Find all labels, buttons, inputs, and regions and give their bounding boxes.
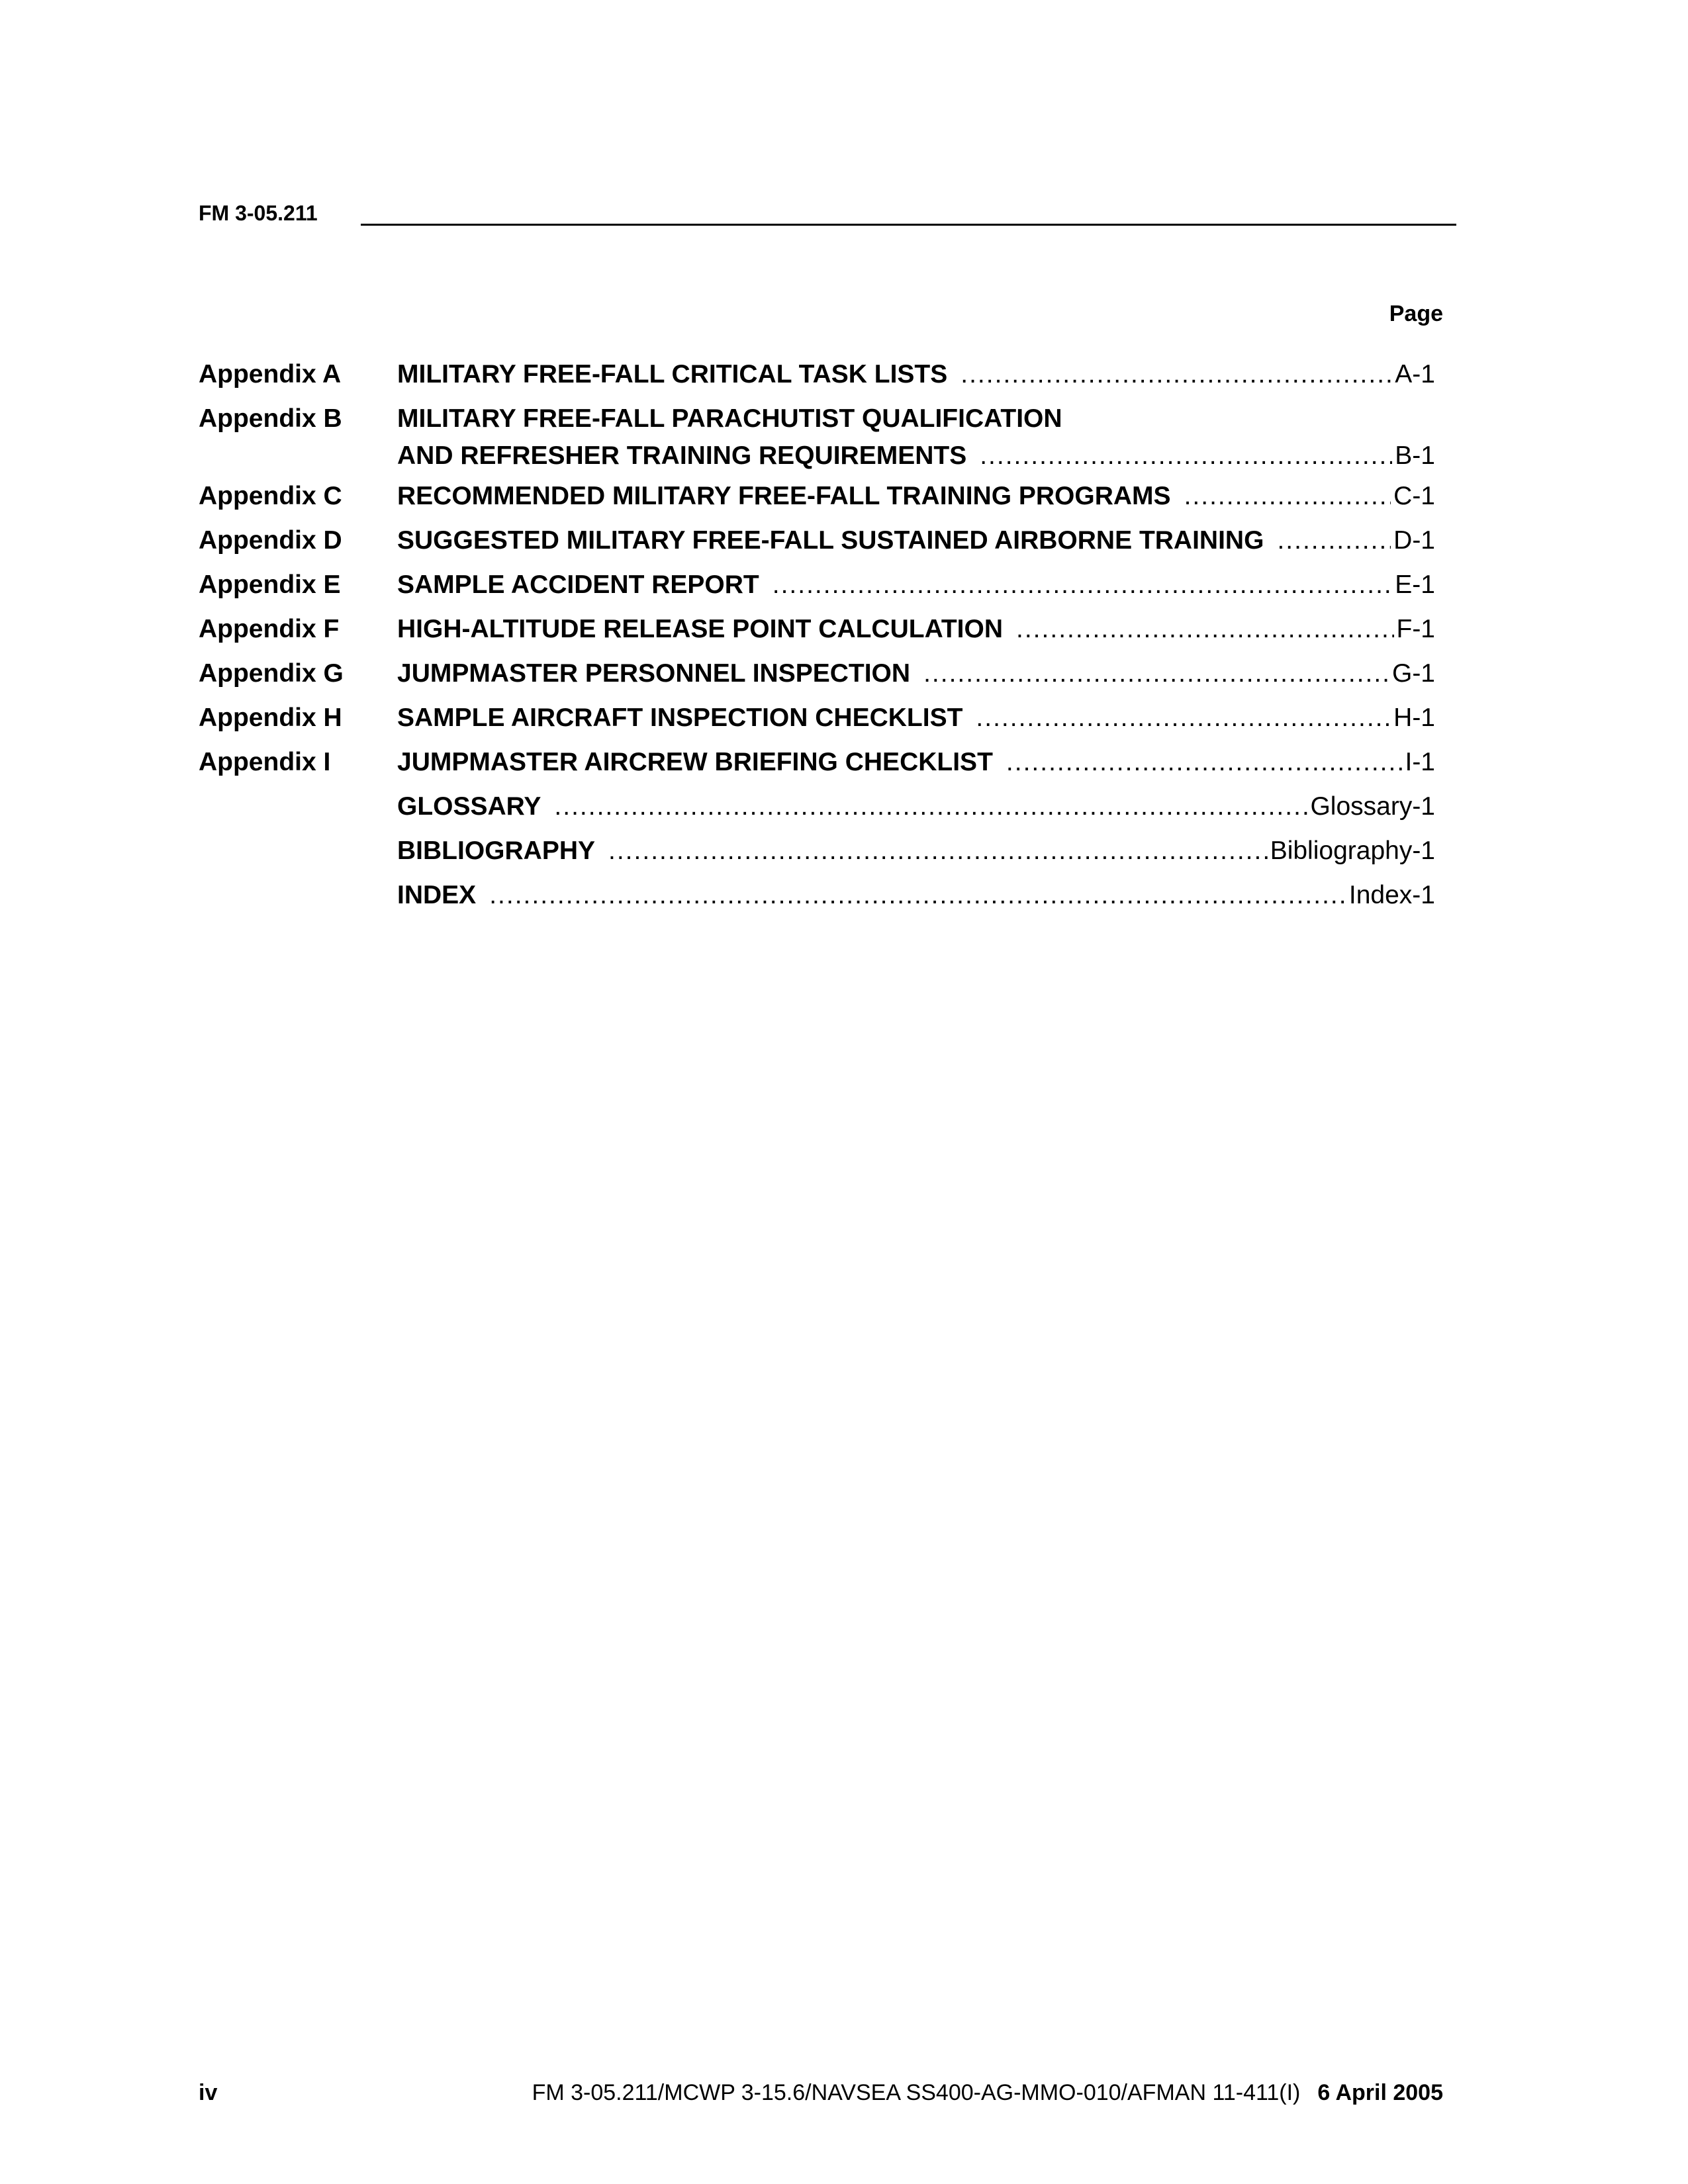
dot-leader — [554, 788, 1307, 825]
toc-entry-appendix-b[interactable] — [199, 400, 1435, 478]
dot-leader — [980, 437, 1392, 475]
footer-page-number: iv — [199, 2080, 218, 2105]
toc-entry-title: SAMPLE ACCIDENT REPORT — [397, 570, 759, 599]
toc-entry-appendix-a[interactable] — [199, 356, 1435, 400]
page-column-label: Page — [1389, 301, 1443, 326]
dot-leader — [608, 833, 1268, 870]
toc-entry-title: SUGGESTED MILITARY FREE-FALL SUSTAINED AIRBORNE TRAINING — [397, 526, 1264, 555]
toc-entry-title-line1: MILITARY FREE-FALL PARACHUTIST QUALIFICATION — [397, 404, 1062, 433]
header-doc-id: FM 3-05.211 — [199, 201, 318, 225]
toc-entry-page: I-1 — [1405, 748, 1435, 776]
toc-entry-label: Appendix C — [199, 482, 342, 510]
toc-entry-label: Appendix A — [199, 360, 342, 388]
toc-entry-page: A-1 — [1395, 360, 1435, 388]
toc-entry-title: JUMPMASTER AIRCREW BRIEFING CHECKLIST — [397, 748, 993, 776]
toc-entry-appendix-f[interactable] — [199, 611, 1435, 655]
toc-entry-label: Appendix F — [199, 615, 340, 643]
header-rule — [361, 224, 1456, 226]
toc-entry-page: D-1 — [1393, 526, 1435, 555]
toc-entry-title: BIBLIOGRAPHY — [397, 837, 596, 865]
footer-doc-designation — [532, 2078, 1443, 2107]
toc-entry-appendix-e[interactable] — [199, 567, 1435, 611]
toc-entry-appendix-d[interactable] — [199, 522, 1435, 567]
toc-entry-appendix-i[interactable] — [199, 744, 1435, 788]
toc-entry-title: INDEX — [397, 881, 477, 909]
toc-entry-page: C-1 — [1393, 482, 1435, 510]
dot-leader — [1277, 522, 1391, 559]
toc-entry-title: HIGH-ALTITUDE RELEASE POINT CALCULATION — [397, 615, 1004, 643]
dot-leader — [976, 700, 1391, 737]
toc-entry-title: AND REFRESHER TRAINING REQUIREMENTS — [397, 441, 967, 470]
footer-date: 6 April 2005 — [1317, 2080, 1443, 2105]
dot-leader — [961, 356, 1392, 393]
dot-leader — [1184, 478, 1391, 515]
toc-entry-label: Appendix E — [199, 570, 341, 599]
toc-entry-page: F-1 — [1396, 615, 1435, 643]
toc-entry-page: B-1 — [1395, 441, 1435, 470]
toc-entry-title: MILITARY FREE-FALL CRITICAL TASK LISTS — [397, 360, 948, 388]
toc-entry-title: JUMPMASTER PERSONNEL INSPECTION — [397, 659, 911, 688]
toc-entry-label: Appendix G — [199, 659, 344, 688]
toc-entry-index[interactable] — [199, 877, 1435, 921]
toc-entry-page: E-1 — [1395, 570, 1435, 599]
running-header — [199, 200, 1443, 233]
footer-doc-text: FM 3-05.211/MCWP 3-15.6/NAVSEA SS400-AG-MMO-010/AFMAN 11-411(I) — [532, 2080, 1301, 2105]
dot-leader — [923, 655, 1389, 692]
dot-leader — [1016, 611, 1393, 648]
dot-leader — [1006, 744, 1403, 781]
toc-entry-page: H-1 — [1393, 704, 1435, 732]
running-footer — [199, 2078, 1443, 2111]
toc-entry-page: Glossary-1 — [1310, 792, 1435, 821]
toc-entry-page: Index-1 — [1348, 881, 1435, 909]
dot-leader — [773, 567, 1393, 604]
toc-entry-appendix-g[interactable] — [199, 655, 1435, 700]
toc-entry-label: Appendix I — [199, 748, 331, 776]
toc-entry-appendix-h[interactable] — [199, 700, 1435, 744]
toc-entry-title: GLOSSARY — [397, 792, 541, 821]
toc-entry-label: Appendix H — [199, 704, 342, 732]
toc-entry-title: SAMPLE AIRCRAFT INSPECTION CHECKLIST — [397, 704, 963, 732]
table-of-contents — [199, 356, 1435, 921]
toc-entry-glossary[interactable] — [199, 788, 1435, 833]
toc-entry-appendix-c[interactable] — [199, 478, 1435, 522]
toc-entry-page: Bibliography-1 — [1270, 837, 1435, 865]
toc-entry-page: G-1 — [1391, 659, 1435, 688]
toc-entry-bibliography[interactable] — [199, 833, 1435, 877]
toc-entry-title: RECOMMENDED MILITARY FREE-FALL TRAINING PROGRAMS — [397, 482, 1171, 510]
toc-entry-label: Appendix B — [199, 404, 342, 433]
toc-entry-label: Appendix D — [199, 526, 342, 555]
dot-leader — [489, 877, 1346, 914]
